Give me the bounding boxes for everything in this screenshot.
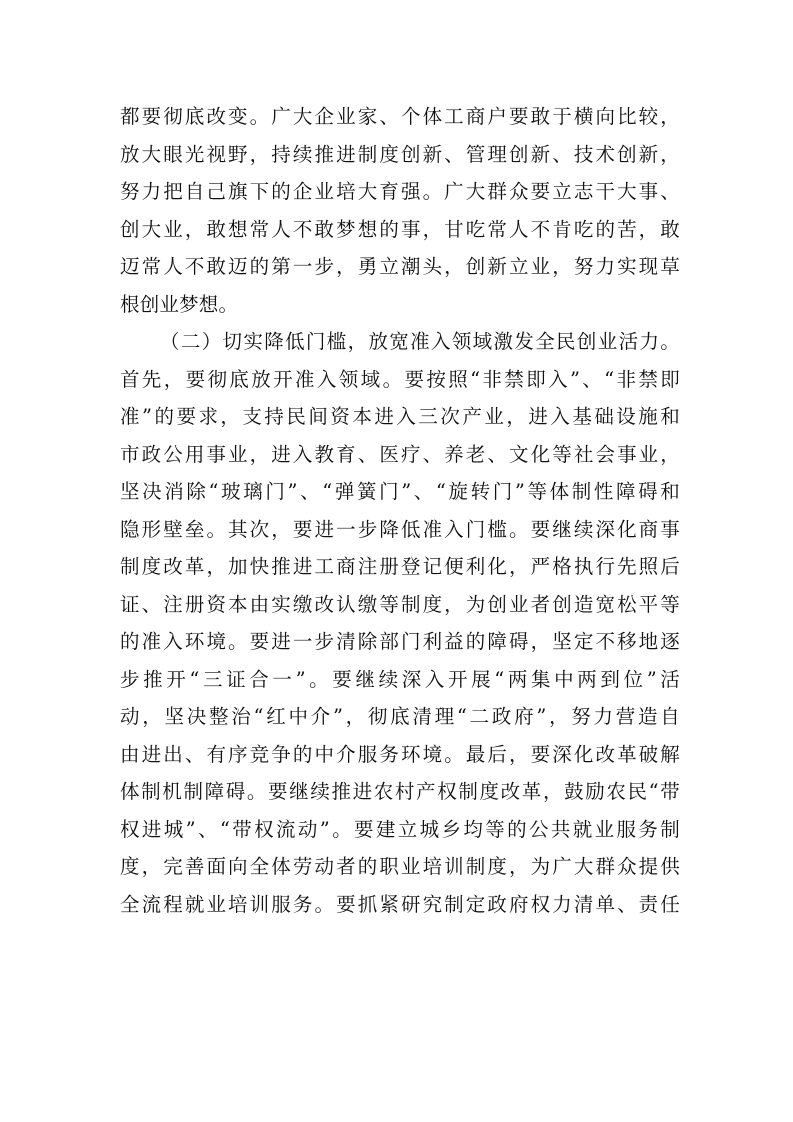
text-line: 准”的要求，支持民间资本进入三次产业，进入基础设施和: [120, 405, 680, 428]
text-line: 市政公用事业，进入教育、医疗、养老、文化等社会事业，: [120, 442, 680, 466]
body-text: [120, 98, 680, 923]
text-line: 证、注册资本由实缴改认缴等制度，为创业者创造宽松平等: [120, 592, 680, 616]
text-line: 根创业梦想。: [120, 292, 239, 316]
text-line: 制度改革，加快推进工商注册登记便利化，严格执行先照后: [120, 555, 680, 578]
text-line: 动，坚决整治“红中介”，彻底清理“二政府”，努力营造自: [120, 705, 680, 728]
text-line: 体制机制障碍。要继续推进农村产权制度改革，鼓励农民“带: [120, 780, 680, 803]
text-line: 由进出、有序竞争的中介服务环境。最后，要深化改革破解: [120, 742, 680, 766]
text-line: 全流程就业培训服务。要抓紧研究制定政府权力清单、责任: [120, 892, 680, 916]
text-line: 迈常人不敢迈的第一步，勇立潮头，创新立业，努力实现草: [120, 255, 680, 278]
text-line: 坚决消除“玻璃门”、“弹簧门”、“旋转门”等体制性障碍和: [120, 480, 680, 503]
text-line: 权进城”、“带权流动”。要建立城乡均等的公共就业服务制: [120, 817, 680, 841]
text-line: 创大业，敢想常人不敢梦想的事，甘吃常人不肯吃的苦，敢: [120, 217, 680, 241]
text-line: 首先，要彻底放开准入领域。要按照“非禁即入”、“非禁即: [120, 367, 680, 391]
text-line: 都要彻底改变。广大企业家、个体工商户要敢于横向比较，: [120, 105, 680, 128]
text-line: 努力把自己旗下的企业培大育强。广大群众要立志干大事、: [120, 180, 680, 203]
text-line: 隐形壁垒。其次，要进一步降低准入门槛。要继续深化商事: [120, 517, 680, 541]
text-line: 放大眼光视野，持续推进制度创新、管理创新、技术创新，: [120, 142, 680, 166]
text-line: 度，完善面向全体劳动者的职业培训制度，为广大群众提供: [120, 855, 680, 878]
text-line: 的准入环境。要进一步清除部门利益的障碍，坚定不移地逐: [120, 630, 680, 653]
section-heading-line: （二）切实降低门槛，放宽准入领域激发全民创业活力。: [160, 330, 680, 353]
text-line: 步推开“三证合一”。要继续深入开展“两集中两到位”活: [120, 667, 680, 691]
